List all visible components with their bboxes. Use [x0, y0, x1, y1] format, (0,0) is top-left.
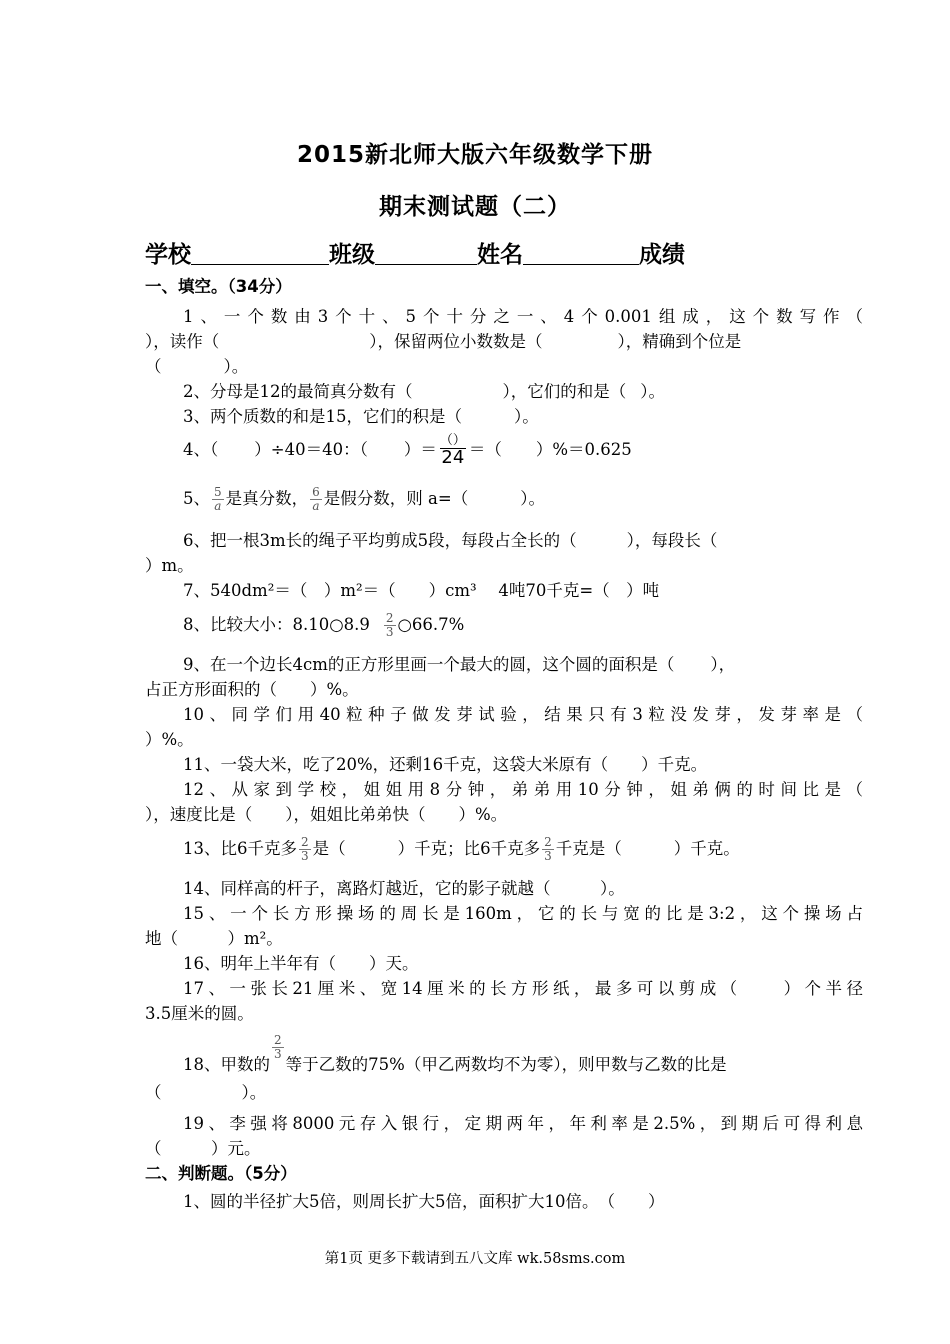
- doc-subtitle: 期末测试题（二）: [379, 194, 571, 220]
- q1-line2: ），读作（ ），保留两位小数数是（ ），精确到个位是: [145, 332, 742, 351]
- q19-line2: （ ）元。: [145, 1139, 261, 1158]
- q9-line2: 占正方形面积的（ ）%。: [145, 680, 359, 699]
- q6-line1: 6、把一根3m长的绳子平均剪成5段，每段占全长的（ ），每段长（: [183, 531, 718, 550]
- name-label: 姓名: [477, 242, 523, 268]
- judgement-q1: 1、圆的半径扩大5倍，则周长扩大5倍，面积扩大10倍。 （ ）: [183, 1192, 665, 1211]
- score-label: 成绩: [639, 242, 685, 268]
- q9-line1: 9、在一个边长4cm的正方形里画一个最大的圆，这个圆的面积是（ ），: [183, 655, 736, 674]
- q4: 4、（ ）÷40＝40：（ ）＝ $\frac{()}{24}$ ＝（ ）%＝0.625: [183, 433, 632, 468]
- q12-line1: 12、从家到学校，姐姐用8分钟，弟弟用10分钟，姐弟俩的时间比是（: [183, 780, 863, 799]
- q8-fraction: $\frac{2}{3}$: [385, 611, 394, 639]
- q5-fraction-2: $\frac{6}{a}$: [312, 485, 320, 513]
- q4-fraction: $\frac{()}{24}$: [439, 433, 466, 468]
- page-footer: 第1页 更多下载请到五八文库 wk.58sms.com: [324, 1251, 626, 1267]
- section-judgement-heading: 二、判断题。（5分）: [145, 1164, 297, 1183]
- q6-line2: ）m。: [145, 556, 194, 575]
- class-label: 班级: [329, 242, 375, 268]
- q12-line2: ），速度比是（ ），姐姐比弟弟快（ ）%。: [145, 805, 508, 824]
- q13: 13、比6千克多 $\frac{2}{3}$ 是（ ）千克；比6千克多 $\frac{2}{3}$ 千克是（ ）千克。: [183, 835, 740, 863]
- q1-line1: 1、一个数由3个十、5个十分之一、4个0.001组成，这个数写作（: [183, 307, 863, 326]
- q11: 11、一袋大米，吃了20%，还剩16千克，这袋大米原有（ ）千克。: [183, 755, 708, 774]
- student-info-line: [145, 236, 825, 269]
- q8: 8、比较大小：8.10○8.9 $\frac{2}{3}$ ○66.7%: [183, 611, 465, 639]
- section-fill-in-heading: 一、填空。（34分）: [145, 277, 292, 296]
- q14: 14、同样高的杆子，离路灯越近，它的影子就越（ ）。: [183, 879, 625, 898]
- q17-line2: 3.5厘米的圆。: [145, 1004, 254, 1023]
- q5-fraction-1: $\frac{5}{a}$: [214, 485, 222, 513]
- q13-fraction-1: $\frac{2}{3}$: [301, 835, 309, 863]
- q18-fraction: $\frac{2}{3}$: [274, 1033, 282, 1061]
- q5: 5、 $\frac{5}{a}$ 是真分数， $\frac{6}{a}$ 是假分数，则 a=（ ）。: [183, 485, 545, 513]
- q10-line2: ）%。: [145, 730, 194, 749]
- q15-line2: 地（ ）m²。: [145, 929, 283, 948]
- q17-line1: 17、一张长21厘米、宽14厘米的长方形纸，最多可以剪成（ ）个半径: [183, 979, 863, 998]
- q18-line1: 18、甲数的 $\frac{2}{3}$ 等于乙数的75%（甲乙两数均不为零），则甲数与乙数的比是: [183, 1033, 727, 1074]
- q10-line1: 10、同学们用40粒种子做发芽试验，结果只有3粒没发芽，发芽率是（: [183, 705, 863, 724]
- name-blank: [523, 242, 639, 265]
- q7: 7、540dm²＝（ ）m²＝（ ）cm³ 4吨70千克=（ ）吨: [183, 581, 660, 600]
- q1-line3: （ ）。: [145, 357, 249, 376]
- q2: 2、分母是12的最简真分数有（ ），它们的和是（ ）。: [183, 382, 665, 401]
- q13-fraction-2: $\frac{2}{3}$: [544, 835, 552, 863]
- school-blank: [191, 242, 329, 265]
- q15-line1: 15、一个长方形操场的周长是160m，它的长与宽的比是3:2，这个操场占: [183, 904, 863, 923]
- q18-line2: （ ）。: [145, 1083, 267, 1102]
- q19-line1: 19、李强将8000元存入银行，定期两年，年利率是2.5%，到期后可得利息: [183, 1114, 863, 1133]
- school-label: 学校: [145, 242, 191, 268]
- class-blank: [375, 242, 477, 265]
- q16: 16、明年上半年有（ ）天。: [183, 954, 419, 973]
- doc-title: 2015新北师大版六年级数学下册: [296, 142, 653, 168]
- q3: 3、两个质数的和是15，它们的积是（ ）。: [183, 407, 539, 426]
